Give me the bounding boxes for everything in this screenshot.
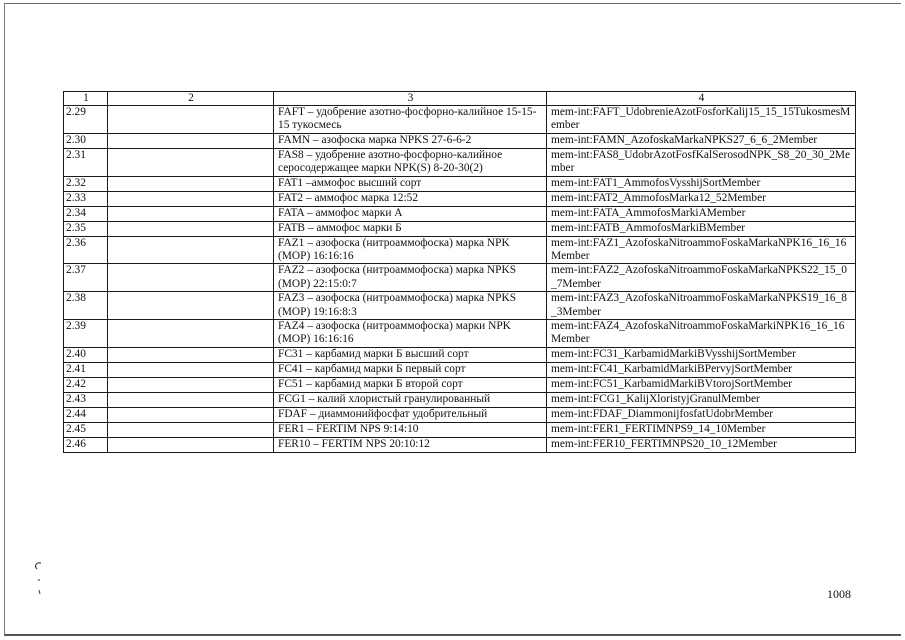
row-name-cell: FAZ4 – азофоска (нитроаммофоска) марки NPK (МОР) 16:16:16 — [274, 320, 547, 348]
row-member-cell: mem-int:FAZ2_AzofoskaNitroammoFoskaMarkaNPKS22_15_0_7Member — [547, 264, 856, 292]
table-row — [64, 236, 856, 264]
row-member-cell: mem-int:FAZ3_AzofoskaNitroammoFoskaMarkaNPKS19_16_8_3Member — [547, 292, 856, 320]
row-member-cell: mem-int:FC31_KarbamidMarkiBVysshijSortMember — [547, 347, 856, 362]
row-member-cell: mem-int:FATB_AmmofosMarkiBMember — [547, 221, 856, 236]
header-row — [64, 92, 856, 106]
row-extra-cell — [108, 264, 274, 292]
row-extra-cell — [108, 320, 274, 348]
table-row — [64, 422, 856, 437]
row-name-cell: FAS8 – удобрение азотно-фосфорно-калийное серосодержащее марки NPK(S) 8-20-30(2) — [274, 148, 547, 176]
row-name-cell: FER10 – FERTIM NPS 20:10:12 — [274, 437, 547, 452]
row-code-cell: 2.40 — [64, 347, 108, 362]
registry-table — [63, 91, 856, 453]
table-row — [64, 292, 856, 320]
table-row — [64, 320, 856, 348]
table-row — [64, 437, 856, 452]
table-row — [64, 377, 856, 392]
table-row — [64, 264, 856, 292]
row-code-cell: 2.39 — [64, 320, 108, 348]
table-body — [64, 106, 856, 453]
table-row — [64, 176, 856, 191]
row-code-cell: 2.45 — [64, 422, 108, 437]
row-code-cell: 2.46 — [64, 437, 108, 452]
table-row — [64, 148, 856, 176]
table-row — [64, 191, 856, 206]
row-extra-cell — [108, 221, 274, 236]
row-member-cell: mem-int:FAT2_AmmofosMarka12_52Member — [547, 191, 856, 206]
row-code-cell: 2.36 — [64, 236, 108, 264]
table-header — [64, 92, 856, 106]
column-header-1: 1 — [64, 92, 108, 106]
row-extra-cell — [108, 148, 274, 176]
row-member-cell: mem-int:FC41_KarbamidMarkiBPervyjSortMember — [547, 362, 856, 377]
row-name-cell: FC41 – карбамид марки Б первый сорт — [274, 362, 547, 377]
table-row — [64, 106, 856, 134]
row-code-cell: 2.29 — [64, 106, 108, 134]
table-row — [64, 362, 856, 377]
row-code-cell: 2.33 — [64, 191, 108, 206]
table-row — [64, 133, 856, 148]
row-name-cell: FCG1 – калий хлористый гранулированный — [274, 392, 547, 407]
row-name-cell: FAFT – удобрение азотно-фосфорно-калийное 15-15-15 тукосмесь — [274, 106, 547, 134]
table-row — [64, 347, 856, 362]
row-extra-cell — [108, 377, 274, 392]
row-name-cell: FAT1 –аммофос высший сорт — [274, 176, 547, 191]
column-header-4: 4 — [547, 92, 856, 106]
row-member-cell: mem-int:FCG1_KalijXloristyjGranulMember — [547, 392, 856, 407]
column-header-2: 2 — [108, 92, 274, 106]
row-member-cell: mem-int:FAFT_UdobrenieAzotFosforKalij15_15_15TukosmesMember — [547, 106, 856, 134]
row-code-cell: 2.44 — [64, 407, 108, 422]
row-code-cell: 2.32 — [64, 176, 108, 191]
table-row — [64, 221, 856, 236]
row-extra-cell — [108, 206, 274, 221]
row-code-cell: 2.31 — [64, 148, 108, 176]
row-code-cell: 2.37 — [64, 264, 108, 292]
row-name-cell: FAZ1 – азофоска (нитроаммофоска) марка NPK (МОР) 16:16:16 — [274, 236, 547, 264]
row-member-cell: mem-int:FER1_FERTIMNPS9_14_10Member — [547, 422, 856, 437]
row-code-cell: 2.38 — [64, 292, 108, 320]
row-extra-cell — [108, 392, 274, 407]
row-member-cell: mem-int:FAT1_AmmofosVysshijSortMember — [547, 176, 856, 191]
row-member-cell: mem-int:FATA_AmmofosMarkiAMember — [547, 206, 856, 221]
row-code-cell: 2.42 — [64, 377, 108, 392]
row-name-cell: FAMN – азофоска марка NPKS 27-6-6-2 — [274, 133, 547, 148]
row-name-cell: FATB – аммофос марки Б — [274, 221, 547, 236]
row-member-cell: mem-int:FER10_FERTIMNPS20_10_12Member — [547, 437, 856, 452]
column-header-3: 3 — [274, 92, 547, 106]
row-code-cell: 2.30 — [64, 133, 108, 148]
row-name-cell: FAT2 – аммофос марка 12:52 — [274, 191, 547, 206]
row-name-cell: FDAF – диаммонийфосфат удобрительный — [274, 407, 547, 422]
row-code-cell: 2.35 — [64, 221, 108, 236]
row-extra-cell — [108, 407, 274, 422]
row-member-cell: mem-int:FAZ4_AzofoskaNitroammoFoskaMarkiNPK16_16_16Member — [547, 320, 856, 348]
row-member-cell: mem-int:FAMN_AzofoskaMarkaNPKS27_6_6_2Member — [547, 133, 856, 148]
row-extra-cell — [108, 347, 274, 362]
row-extra-cell — [108, 236, 274, 264]
table-row — [64, 206, 856, 221]
table-row — [64, 392, 856, 407]
row-extra-cell — [108, 422, 274, 437]
row-member-cell: mem-int:FDAF_DiammonijfosfatUdobrMember — [547, 407, 856, 422]
row-code-cell: 2.43 — [64, 392, 108, 407]
margin-scan-mark — [33, 560, 45, 596]
row-name-cell: FAZ3 – азофоска (нитроаммофоска) марка NPKS (МОР) 19:16:8:3 — [274, 292, 547, 320]
row-extra-cell — [108, 106, 274, 134]
row-name-cell: FC31 – карбамид марки Б высший сорт — [274, 347, 547, 362]
row-name-cell: FC51 – карбамид марки Б второй сорт — [274, 377, 547, 392]
table-row — [64, 407, 856, 422]
row-extra-cell — [108, 176, 274, 191]
row-extra-cell — [108, 133, 274, 148]
row-name-cell: FAZ2 – азофоска (нитроаммофоска) марка NPKS (МОР) 22:15:0:7 — [274, 264, 547, 292]
page-number: 1008 — [827, 587, 851, 601]
row-member-cell: mem-int:FAS8_UdobrAzotFosfKalSerosodNPK_S8_20_30_2Member — [547, 148, 856, 176]
row-member-cell: mem-int:FC51_KarbamidMarkiBVtorojSortMember — [547, 377, 856, 392]
row-extra-cell — [108, 362, 274, 377]
row-code-cell: 2.34 — [64, 206, 108, 221]
row-extra-cell — [108, 437, 274, 452]
row-name-cell: FATA – аммофос марки А — [274, 206, 547, 221]
row-extra-cell — [108, 191, 274, 206]
row-name-cell: FER1 – FERTIM NPS 9:14:10 — [274, 422, 547, 437]
row-member-cell: mem-int:FAZ1_AzofoskaNitroammoFoskaMarkaNPK16_16_16Member — [547, 236, 856, 264]
row-code-cell: 2.41 — [64, 362, 108, 377]
row-extra-cell — [108, 292, 274, 320]
